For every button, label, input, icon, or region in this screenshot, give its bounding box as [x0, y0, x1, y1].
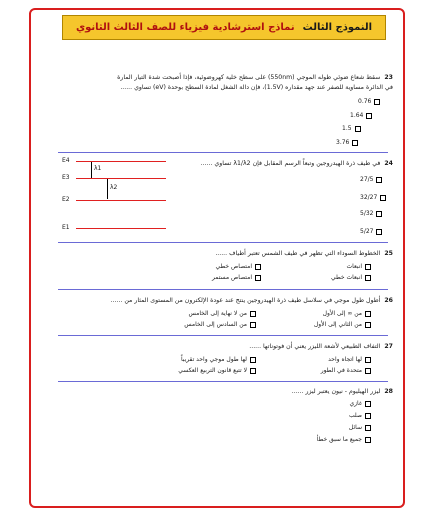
question-text: التفاف الطبيعي لأشعة الليزر يعني أن فوتوناتها ......: [249, 343, 381, 350]
level-label-e1: E1: [62, 224, 70, 231]
separator: [58, 335, 388, 336]
checkbox[interactable]: [365, 425, 371, 431]
checkbox[interactable]: [376, 177, 382, 183]
option-d[interactable]: 3.76: [336, 139, 358, 146]
option-d[interactable]: امتصاص مستمر: [212, 274, 261, 281]
ratio-label: λ1/λ2: [233, 160, 251, 167]
option-d[interactable]: 5/27: [360, 228, 382, 235]
page-border: [29, 8, 405, 508]
level-line-e3: [76, 178, 166, 179]
checkbox[interactable]: [365, 311, 371, 317]
checkbox[interactable]: [365, 413, 371, 419]
option-c[interactable]: سائل: [349, 424, 371, 431]
checkbox[interactable]: [250, 368, 256, 374]
arrow-label-lambda1: λ1: [94, 165, 102, 172]
question-number: 23: [384, 74, 393, 81]
option-a[interactable]: من ∞ إلى الأول: [323, 310, 371, 317]
checkbox[interactable]: [365, 357, 371, 363]
option-d[interactable]: من السادس إلى الخامس: [184, 321, 256, 328]
checkbox[interactable]: [380, 195, 386, 201]
option-d[interactable]: لا تتبع قانون التربيع العكسي: [178, 367, 256, 374]
checkbox[interactable]: [250, 322, 256, 328]
question-26: [111, 297, 393, 305]
question-text: ليزر الهيليوم - نيون يعتبر ليزر ......: [291, 388, 381, 395]
question-25: [215, 250, 393, 258]
separator: [58, 381, 388, 382]
header-title-subject: نماذج استرشادية فيزياء للصف الثالث الثانوي: [75, 22, 295, 33]
option-d[interactable]: جميع ما سبق خطأ: [317, 436, 371, 443]
question-27: [249, 343, 393, 351]
checkbox[interactable]: [374, 99, 380, 105]
question-number: 25: [384, 250, 393, 257]
checkbox[interactable]: [250, 357, 256, 363]
option-c[interactable]: من الثاني إلى الأول: [314, 321, 371, 328]
question-tail: تساوي ......: [200, 160, 232, 167]
checkbox[interactable]: [376, 211, 382, 217]
level-label-e4: E4: [62, 157, 70, 164]
question-23-line2: في الدائرة مساوية للصفر عند جهد مقداره (1.5V)، فإن دالة الشغل لمادة السطح بوحدة (eV) تساوي ......: [120, 84, 393, 91]
option-b[interactable]: 1.64: [350, 112, 372, 119]
level-line-e4: [76, 161, 166, 162]
option-b[interactable]: لها طول موجي واحد تقريباً: [181, 356, 256, 363]
arrow-lambda2: [107, 179, 108, 199]
question-24: [201, 160, 393, 168]
separator: [58, 242, 388, 243]
option-a[interactable]: 27/5: [360, 176, 382, 183]
question-text: سقط شعاع ضوئي طوله الموجي (550nm) على سطح خلية كهروضوئية، فإذا أصبحت شدة التيار المارة: [117, 74, 381, 81]
question-text: أطول طول موجي في سلاسل طيف ذرة الهيدروجين ينتج عند عودة الإلكترون من المستوى المثار من ......: [110, 297, 381, 304]
checkbox[interactable]: [355, 126, 361, 132]
checkbox[interactable]: [365, 275, 371, 281]
question-number: 24: [384, 160, 393, 167]
question-number: 28: [384, 388, 393, 395]
checkbox[interactable]: [365, 322, 371, 328]
header-banner: [62, 15, 386, 40]
checkbox[interactable]: [366, 113, 372, 119]
option-c[interactable]: انبعاث خطي: [331, 274, 371, 281]
question-text: الخطوط السوداء التي تظهر في طيف الشمس تعتبر أطياف ......: [215, 250, 381, 257]
level-label-e3: E3: [62, 174, 70, 181]
option-b[interactable]: امتصاص خطي: [215, 263, 261, 270]
header-title-model: النموذج الثالث: [302, 22, 373, 33]
checkbox[interactable]: [250, 311, 256, 317]
checkbox[interactable]: [365, 264, 371, 270]
checkbox[interactable]: [255, 264, 261, 270]
option-a[interactable]: 0.76: [358, 98, 380, 105]
option-c[interactable]: متحدة في الطور: [321, 367, 371, 374]
option-b[interactable]: صلب: [349, 412, 371, 419]
question-number: 26: [384, 297, 393, 304]
question-23: [117, 74, 393, 82]
level-label-e2: E2: [62, 196, 70, 203]
question-number: 27: [384, 343, 393, 350]
option-b[interactable]: 32/27: [360, 194, 386, 201]
separator: [58, 289, 388, 290]
checkbox[interactable]: [376, 229, 382, 235]
arrow-label-lambda2: λ2: [110, 184, 118, 191]
checkbox[interactable]: [255, 275, 261, 281]
level-line-e1: [76, 228, 166, 229]
checkbox[interactable]: [365, 437, 371, 443]
checkbox[interactable]: [352, 140, 358, 146]
option-b[interactable]: من لا نهاية إلى الخامس: [188, 310, 256, 317]
option-a[interactable]: لها اتجاه واحد: [328, 356, 371, 363]
level-line-e2: [76, 200, 166, 201]
separator: [58, 152, 388, 153]
checkbox[interactable]: [365, 401, 371, 407]
option-a[interactable]: غازي: [349, 400, 371, 407]
question-text: في طيف ذرة الهيدروجين وتبعاً الرسم المقابل فإن: [252, 160, 381, 167]
checkbox[interactable]: [365, 368, 371, 374]
option-c[interactable]: 1.5: [342, 125, 361, 132]
option-a[interactable]: انبعاث: [346, 263, 371, 270]
arrow-lambda1: [91, 162, 92, 178]
question-28: [292, 388, 393, 396]
option-c[interactable]: 5/32: [360, 210, 382, 217]
